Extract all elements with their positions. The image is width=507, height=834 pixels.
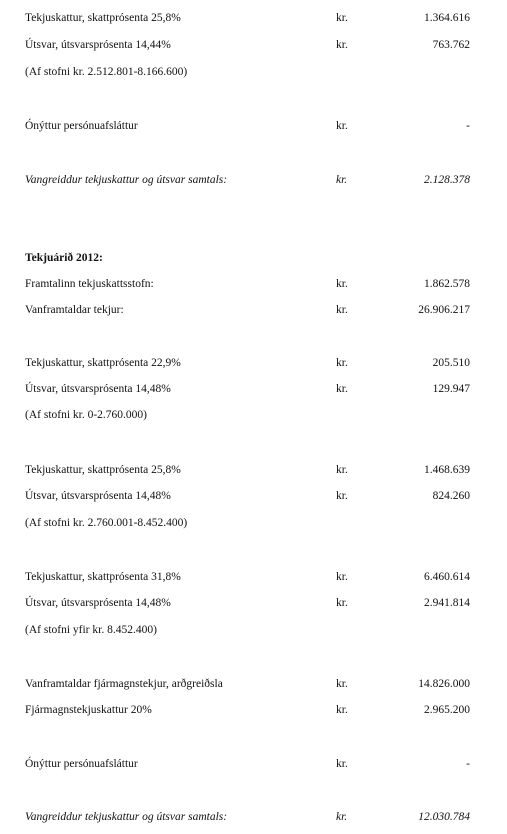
row-label: Tekjuskattur, skattprósenta 31,8%: [25, 571, 181, 583]
row-label: (Af stofni kr. 2.512.801-8.166.600): [25, 66, 188, 78]
row-unit: kr.: [336, 39, 348, 51]
row-amount: 129.947: [432, 383, 470, 395]
row-label: Tekjuskattur, skattprósenta 25,8%: [25, 464, 181, 476]
row-unit: kr.: [336, 490, 348, 502]
row-amount: 6.460.614: [424, 571, 470, 583]
row-label: (Af stofni kr. 0-2.760.000): [25, 409, 148, 421]
tax-row: [0, 462, 507, 478]
row-unit: kr.: [336, 758, 348, 770]
row-amount: 1.862.578: [424, 278, 470, 290]
row-unit: kr.: [336, 597, 348, 609]
row-unit: kr.: [336, 278, 348, 290]
row-label: Útsvar, útsvarsprósenta 14,48%: [25, 490, 171, 502]
row-unit: kr.: [336, 12, 348, 24]
row-amount: 12.030.784: [418, 811, 470, 823]
total-row: [0, 172, 507, 188]
row-label: Framtalinn tekjuskattsstofn:: [25, 278, 154, 290]
row-amount: 205.510: [432, 357, 470, 369]
tax-row: [0, 118, 507, 134]
row-unit: kr.: [336, 357, 348, 369]
row-label: Ónýttur persónuafsláttur: [25, 758, 138, 770]
row-amount: 1.364.616: [424, 12, 470, 24]
tax-base-note: [0, 622, 507, 638]
row-label: Ónýttur persónuafsláttur: [25, 120, 138, 132]
row-label: Vangreiddur tekjuskattur og útsvar samtals:: [25, 811, 228, 823]
tax-row: [0, 302, 507, 318]
tax-base-note: [0, 64, 507, 80]
row-amount: 2.965.200: [424, 704, 470, 716]
row-amount: 824.260: [432, 490, 470, 502]
row-unit: kr.: [336, 704, 348, 716]
tax-row: [0, 381, 507, 397]
tax-row: [0, 676, 507, 692]
tax-base-note: [0, 407, 507, 423]
row-unit: kr.: [336, 120, 348, 132]
tax-row: [0, 569, 507, 585]
tax-row: [0, 702, 507, 718]
row-unit: kr.: [336, 304, 348, 316]
row-amount: 26.906.217: [418, 304, 470, 316]
tax-row: [0, 276, 507, 292]
row-amount: 1.468.639: [424, 464, 470, 476]
tax-row: [0, 355, 507, 371]
tax-base-note: [0, 515, 507, 531]
row-label: Útsvar, útsvarsprósenta 14,48%: [25, 383, 171, 395]
row-label: Vangreiddur tekjuskattur og útsvar samtals:: [25, 174, 228, 186]
row-label: Vanframtaldar fjármagnstekjur, arðgreiðsla: [25, 678, 223, 690]
row-amount: 14.826.000: [418, 678, 470, 690]
section-heading-label: Tekjuárið 2012:: [25, 252, 103, 264]
row-label: Tekjuskattur, skattprósenta 22,9%: [25, 357, 181, 369]
tax-row: [0, 10, 507, 26]
row-label: Útsvar, útsvarsprósenta 14,48%: [25, 597, 171, 609]
row-label: (Af stofni yfir kr. 8.452.400): [25, 624, 157, 636]
row-unit: kr.: [336, 811, 348, 823]
tax-row: [0, 37, 507, 53]
row-label: Fjármagnstekjuskattur 20%: [25, 704, 152, 716]
tax-row: [0, 488, 507, 504]
row-unit: kr.: [336, 174, 348, 186]
row-amount: -: [466, 120, 470, 132]
row-amount: -: [466, 758, 470, 770]
section-heading: [0, 250, 507, 266]
total-row: [0, 809, 507, 825]
row-label: Tekjuskattur, skattprósenta 25,8%: [25, 12, 181, 24]
row-unit: kr.: [336, 571, 348, 583]
row-amount: 763.762: [432, 39, 470, 51]
tax-row: [0, 756, 507, 772]
row-unit: kr.: [336, 678, 348, 690]
row-amount: 2.941.814: [424, 597, 470, 609]
row-label: (Af stofni kr. 2.760.001-8.452.400): [25, 517, 188, 529]
row-unit: kr.: [336, 464, 348, 476]
row-label: Útsvar, útsvarsprósenta 14,44%: [25, 39, 171, 51]
row-label: Vanframtaldar tekjur:: [25, 304, 124, 316]
row-amount: 2.128.378: [424, 174, 470, 186]
row-unit: kr.: [336, 383, 348, 395]
tax-row: [0, 595, 507, 611]
